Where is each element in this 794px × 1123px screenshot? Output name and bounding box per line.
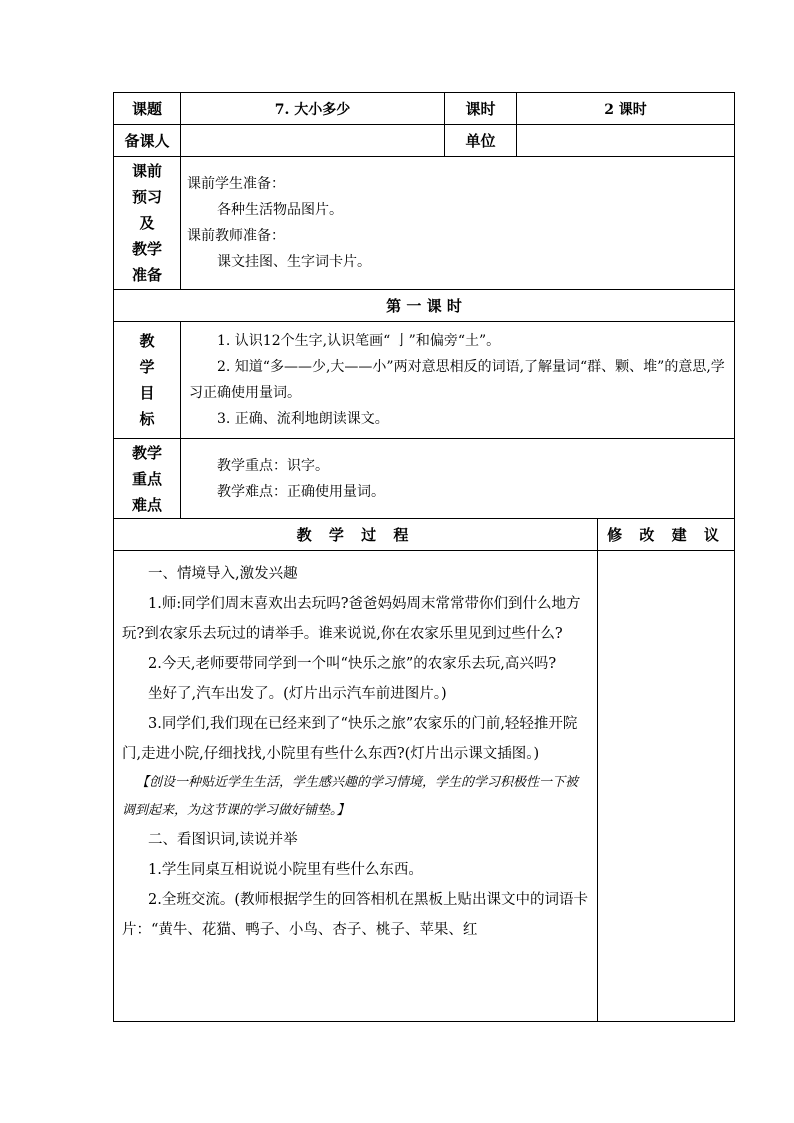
goals-content xyxy=(181,322,735,439)
process-paragraph: 1.师:同学们周末喜欢出去玩吗?爸爸妈妈周末常常带你们到什么地方玩?到农家乐去玩过的请举手。谁来说说,你在农家乐里见到过些什么? xyxy=(122,596,581,642)
row-keys xyxy=(114,439,735,519)
suggestion-content xyxy=(598,551,735,1022)
process-section-2-title: 二、看图识词,读说并举 xyxy=(148,832,298,848)
key-point: 教学重点：识字。 xyxy=(217,457,329,474)
period-label: 课时 xyxy=(445,93,517,125)
row-goals xyxy=(114,322,735,439)
goal-item-2: 2. 知道“多——少,大——小”两对意思相反的词语,了解量词“群、颗、堆”的意思,学习正确使用量词。 xyxy=(189,359,725,401)
keys-label: 教学 重点 难点 xyxy=(114,439,181,519)
goal-item-1: 1. 认识12个生字,认识笔画“ 亅”和偏旁“土”。 xyxy=(217,333,501,349)
topic-label: 课题 xyxy=(114,93,181,125)
process-paragraph: 坐好了,汽车出发了。(灯片出示汽车前进图片。) xyxy=(148,686,447,702)
student-prep-item: 各种生活物品图片。 xyxy=(217,202,343,218)
row-process xyxy=(114,551,735,1022)
process-header: 教 学 过 程 xyxy=(114,519,598,551)
prep-content xyxy=(181,157,735,290)
process-paragraph: 2.全班交流。(教师根据学生的回答相机在黑板上贴出课文中的词语卡片：“黄牛、花猫、鸭子、小鸟、杏子、桃子、苹果、红 xyxy=(122,892,588,938)
goal-item-3: 3. 正确、流利地朗读课文。 xyxy=(217,411,389,427)
difficulty-point: 教学难点：正确使用量词。 xyxy=(217,483,385,500)
process-paragraph: 3.同学们,我们现在已经来到了“快乐之旅”农家乐的门前,轻轻推开院门,走进小院,仔细找找,小院里有些什么东西?(灯片出示课文插图。) xyxy=(122,716,578,762)
row-lesson-title xyxy=(114,290,735,322)
topic-value: 7. 大小多少 xyxy=(181,93,445,125)
prep-label: 课前 预习 及 教学 准备 xyxy=(114,157,181,290)
unit-label: 单位 xyxy=(445,125,517,157)
row-topic xyxy=(114,93,735,125)
preparer-value xyxy=(181,125,445,157)
unit-value xyxy=(517,125,735,157)
period-value: 2 课时 xyxy=(517,93,735,125)
row-preparer xyxy=(114,125,735,157)
suggestion-header: 修 改 建 议 xyxy=(598,519,735,551)
preparer-label: 备课人 xyxy=(114,125,181,157)
lesson-title: 第 一 课 时 xyxy=(114,290,735,322)
goals-label: 教 学 目 标 xyxy=(114,322,181,439)
process-paragraph: 1.学生同桌互相说说小院里有些什么东西。 xyxy=(148,862,423,878)
lesson-plan-table xyxy=(113,92,735,1022)
process-content xyxy=(114,551,598,1022)
row-prep xyxy=(114,157,735,290)
lesson-plan-sheet xyxy=(113,92,734,1022)
keys-content xyxy=(181,439,735,519)
teacher-prep-item: 课文挂图、生字词卡片。 xyxy=(217,254,371,270)
row-process-header xyxy=(114,519,735,551)
teacher-prep-title: 课前教师准备： xyxy=(187,228,285,244)
student-prep-title: 课前学生准备： xyxy=(187,176,285,192)
process-paragraph: 2.今天,老师要带同学到一个叫“快乐之旅”的农家乐去玩,高兴吗? xyxy=(148,656,557,672)
process-note: 【创设一种贴近学生生活，学生感兴趣的学习情境，学生的学习积极性一下被调到起来，为这节课的学习做好铺垫。】 xyxy=(122,775,579,818)
process-section-1-title: 一、情境导入,激发兴趣 xyxy=(148,566,298,582)
